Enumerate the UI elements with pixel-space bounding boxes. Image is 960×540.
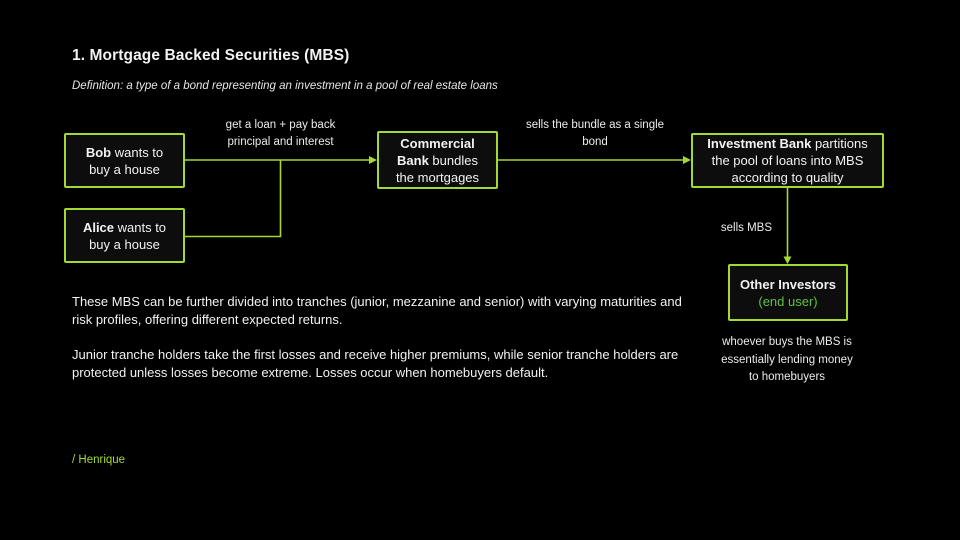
investment-box-line2: the pool of loans into MBS — [711, 153, 864, 168]
page-title: 1. Mortgage Backed Securities (MBS) — [72, 47, 350, 64]
sells-mbs-label: sells MBS — [720, 222, 772, 234]
alice-box-line1: Alice wants to — [82, 219, 167, 235]
definition-text: Definition: a type of a bond representing an investment in a pool of real estate loans — [72, 80, 498, 92]
loan-arrow-label: get a loan + pay back principal and interest — [225, 119, 336, 148]
author-credit: / Henrique — [72, 454, 126, 466]
junior-senior-paragraph: Junior tranche holders take the first losses and receive higher premiums, while senior tranche holders are protected unless losses become extreme. Losses occur when homebuyers default. — [72, 347, 679, 380]
arrowhead-into-commercial-icon — [369, 156, 377, 164]
alice-box — [64, 208, 185, 263]
connector-alice-join — [185, 160, 281, 237]
commercial-box-line2: Bank bundles — [397, 152, 478, 168]
bob-box — [64, 133, 185, 188]
other-investors-box — [728, 264, 848, 321]
investment-box-line1: Investment Bank partitions — [707, 136, 868, 151]
bob-box-line1: Bob wants to — [85, 144, 164, 160]
bundle-arrow-label: sells the bundle as a single bond — [525, 119, 665, 148]
commercial-box-line1: Commercial — [400, 135, 475, 151]
arrowhead-into-other-icon — [784, 257, 792, 265]
other-box-line1: Other Investors — [739, 276, 837, 292]
other-box-end-user: (end user) — [758, 293, 818, 309]
commercial-bank-box — [377, 131, 498, 189]
investment-bank-box — [691, 133, 884, 188]
commercial-box-line3: the mortgages — [395, 169, 480, 185]
arrowhead-into-investment-icon — [683, 156, 691, 164]
whoever-buys-note: whoever buys the MBS is essentially lending money to homebuyers — [721, 336, 853, 383]
bob-box-line2: buy a house — [89, 161, 160, 177]
investment-box-line3: according to quality — [731, 170, 844, 185]
tranches-paragraph: These MBS can be further divided into tranches (junior, mezzanine and senior) with varying maturities and risk profiles, offering different expected returns. — [72, 294, 682, 327]
alice-box-line2: buy a house — [89, 236, 160, 252]
